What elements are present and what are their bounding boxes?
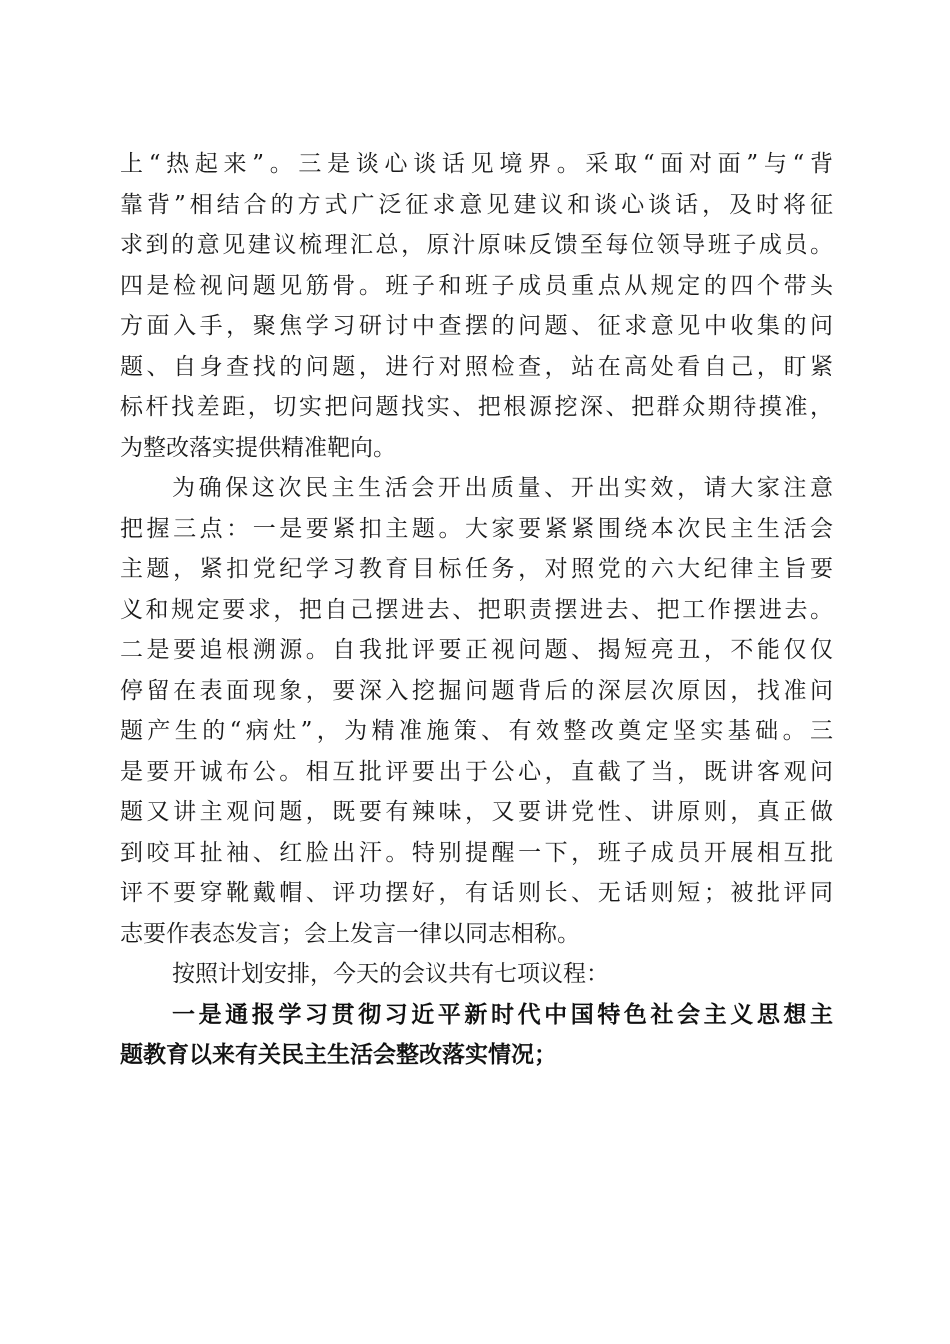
text-line: 为确保这次民主生活会开出质量、开出实效，请大家注意	[172, 475, 833, 501]
document-body	[120, 144, 833, 1076]
text-line: 义和规定要求，把自己摆进去、把职责摆进去、把工作摆进去。	[120, 596, 833, 623]
text-line: 方面入手，聚焦学习研讨中查摆的问题、征求意见中收集的问	[120, 313, 833, 339]
text-line: 志要作表态发言；会上发言一律以同志相称。	[120, 920, 580, 947]
text-line: 四是检视问题见筋骨。班子和班子成员重点从规定的四个带头	[120, 272, 833, 299]
text-line: 二是要追根溯源。自我批评要正视问题、揭短亮丑，不能仅仅	[120, 637, 833, 663]
text-line: 题产生的“病灶”，为精准施策、有效整改奠定坚实基础。三	[120, 718, 833, 744]
text-line: 题、自身查找的问题，进行对照检查，站在高处看自己，盯紧	[120, 353, 833, 380]
paragraph-2	[120, 468, 833, 954]
text-line: 题又讲主观问题，既要有辣味，又要讲党性、讲原则，真正做	[120, 799, 833, 825]
text-line: 是要开诚布公。相互批评要出于公心，直截了当，既讲客观问	[120, 758, 833, 785]
text-line: 靠背”相结合的方式广泛征求意见建议和谈心谈话，及时将征	[120, 191, 833, 218]
text-line: 到咬耳扯袖、红脸出汗。特别提醒一下，班子成员开展相互批	[120, 839, 833, 866]
paragraph-1	[120, 144, 833, 468]
text-line: 把握三点：一是要紧扣主题。大家要紧紧围绕本次民主生活会	[120, 515, 833, 542]
text-line: 停留在表面现象，要深入挖掘问题背后的深层次原因，找准问	[120, 677, 833, 704]
text-line: 标杆找差距，切实把问题找实、把根源挖深、把群众期待摸准，	[120, 394, 833, 420]
paragraph-4-agenda-item	[120, 995, 833, 1076]
text-line: 题教育以来有关民主生活会整改落实情况；	[120, 1041, 557, 1068]
text-line: 主题，紧扣党纪学习教育目标任务，对照党的六大纪律主旨要	[120, 556, 833, 582]
text-line: 上“热起来”。三是谈心谈话见境界。采取“面对面”与“背	[120, 151, 833, 177]
text-line: 按照计划安排，今天的会议共有七项议程：	[172, 961, 609, 987]
text-line: 评不要穿靴戴帽、评功摆好，有话则长、无话则短；被批评同	[120, 880, 833, 906]
text-line: 求到的意见建议梳理汇总，原汁原味反馈至每位领导班子成员。	[120, 232, 833, 258]
text-line: 一是通报学习贯彻习近平新时代中国特色社会主义思想主	[172, 1000, 833, 1028]
paragraph-3	[120, 954, 833, 995]
text-line: 为整改落实提供精准靶向。	[120, 434, 396, 461]
